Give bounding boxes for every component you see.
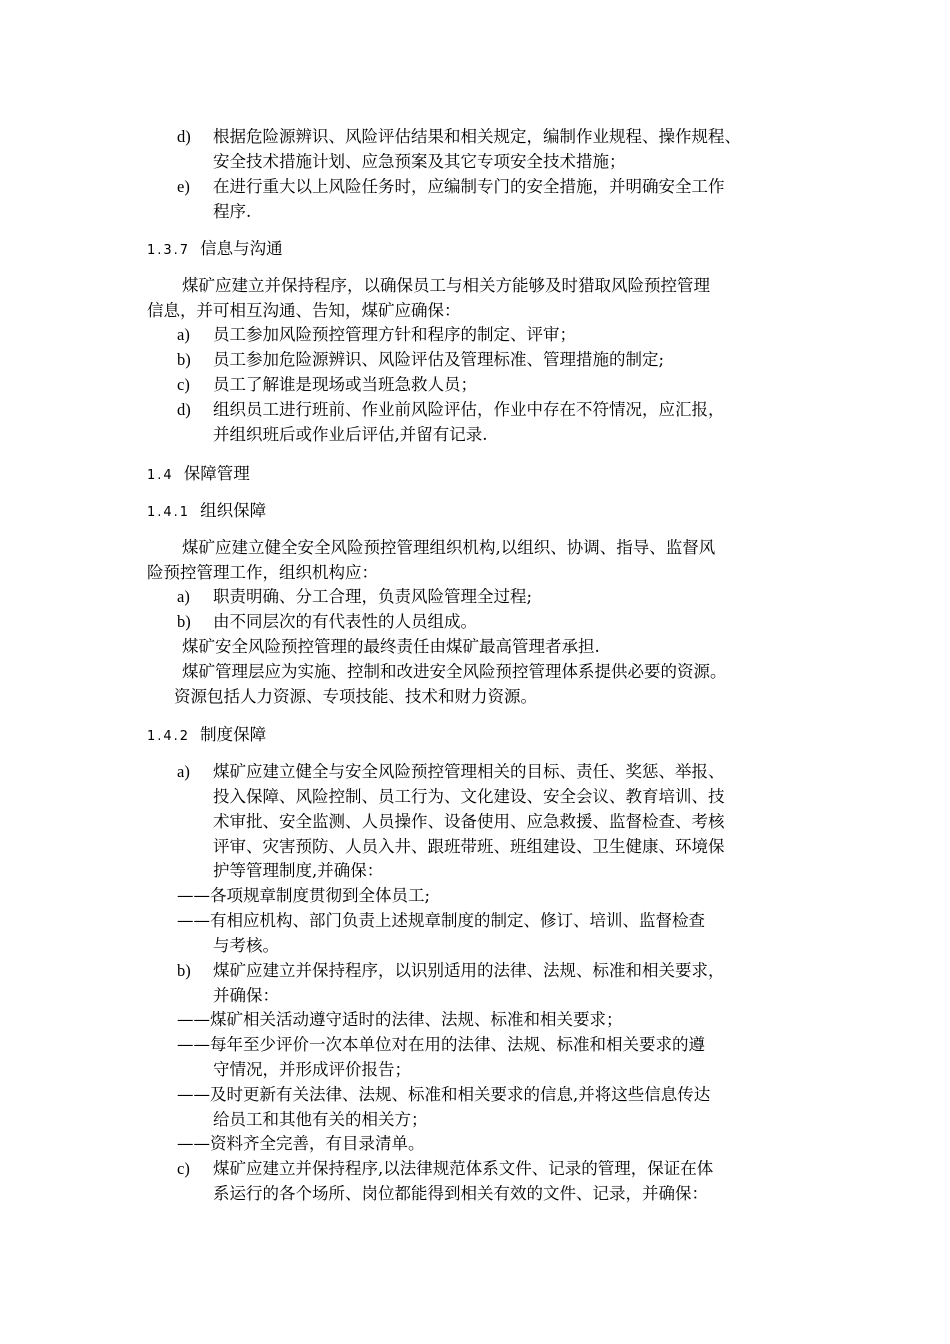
- list-item: [177, 760, 725, 784]
- dash-item-continuation: 守情况，并形成评价报告；: [213, 1060, 411, 1079]
- list-item-continuation: 评审、灾害预防、人员入井、跟班带班、班组建设、卫生健康、环境保: [213, 837, 725, 856]
- section-title: 信息与沟通: [200, 239, 283, 258]
- list-item: [177, 959, 725, 983]
- paragraph-line: 煤矿管理层应为实施、控制和改进安全风险预控管理体系提供必要的资源。: [182, 662, 727, 681]
- dash-item: ——各项规章制度贯彻到全体员工;: [177, 886, 431, 905]
- list-item-continuation: 并确保：: [213, 986, 279, 1005]
- list-item: [177, 1157, 713, 1181]
- list-item-text: 员工参加危险源辨识、风险评估及管理标准、管理措施的制定;: [213, 350, 665, 369]
- list-item: [177, 585, 532, 609]
- list-marker: b): [177, 961, 191, 980]
- list-marker: d): [177, 400, 191, 419]
- list-marker: c): [177, 375, 190, 394]
- list-item-continuation: 并组织班后或作业后评估,并留有记录.: [213, 425, 488, 444]
- list-item-text: 员工参加风险预控管理方针和程序的制定、评审；: [213, 325, 576, 344]
- dash-item: ——及时更新有关法律、法规、标准和相关要求的信息,并将这些信息传达: [177, 1085, 711, 1104]
- list-marker: a): [177, 762, 190, 781]
- section-title: 制度保障: [200, 725, 267, 744]
- list-item-text: 职责明确、分工合理，负责风险管理全过程;: [213, 587, 533, 606]
- list-item-text: 煤矿应建立健全与安全风险预控管理相关的目标、责任、奖惩、举报、: [213, 762, 725, 781]
- list-item-continuation: 系运行的各个场所、岗位都能得到相关有效的文件、记录，并确保：: [213, 1184, 708, 1203]
- section-number: 1.4.2: [147, 729, 191, 744]
- list-item: [177, 323, 576, 347]
- list-item-continuation: 投入保障、风险控制、员工行为、文化建设、安全会议、教育培训、技: [213, 787, 725, 806]
- paragraph-line: 煤矿应建立健全安全风险预控管理组织机构,以组织、协调、指导、监督风: [182, 538, 716, 557]
- section-heading: [147, 499, 266, 525]
- list-item-text: 由不同层次的有代表性的人员组成。: [213, 612, 477, 631]
- dash-item: ——有相应机构、部门负责上述规章制度的制定、修订、培训、监督检查: [177, 911, 705, 930]
- list-item-continuation: 护等管理制度,并确保：: [213, 861, 384, 880]
- section-number: 1.3.7: [147, 243, 191, 258]
- paragraph-line: 信息，并可相互沟通、告知，煤矿应确保：: [147, 301, 461, 320]
- list-marker: b): [177, 350, 191, 369]
- list-item-continuation: 安全技术措施计划、应急预案及其它专项安全技术措施；: [213, 152, 626, 171]
- dash-item: ——资料齐全完善，有目录清单。: [177, 1134, 425, 1153]
- dash-item-continuation: 与考核。: [213, 936, 279, 955]
- section-heading: [147, 237, 283, 263]
- list-item-text: 煤矿应建立并保持程序，以识别适用的法律、法规、标准和相关要求，: [213, 961, 725, 980]
- list-marker: b): [177, 612, 191, 631]
- paragraph-line: 煤矿安全风险预控管理的最终责任由煤矿最高管理者承担.: [182, 637, 600, 656]
- list-item: [177, 125, 741, 149]
- list-item-text: 根据危险源辨识、风险评估结果和相关规定，编制作业规程、操作规程、: [213, 127, 741, 146]
- dash-item: ——煤矿相关活动遵守适时的法律、法规、标准和相关要求；: [177, 1010, 623, 1029]
- paragraph-line: 煤矿应建立并保持程序，以确保员工与相关方能够及时猎取风险预控管理: [182, 276, 710, 295]
- section-number: 1.4: [147, 468, 174, 483]
- paragraph-line: 资源包括人力资源、专项技能、技术和财力资源。: [174, 687, 537, 706]
- list-marker: d): [177, 127, 191, 146]
- section-heading: [147, 723, 266, 749]
- list-marker: e): [177, 177, 190, 196]
- section-heading: [147, 462, 250, 488]
- list-item: [177, 348, 664, 372]
- dash-item: ——每年至少评价一次本单位对在用的法律、法规、标准和相关要求的遵: [177, 1035, 705, 1054]
- list-item-text: 在进行重大以上风险任务时，应编制专门的安全措施，并明确安全工作: [213, 177, 725, 196]
- section-number: 1.4.1: [147, 505, 191, 520]
- list-marker: a): [177, 587, 190, 606]
- list-item-text: 组织员工进行班前、作业前风险评估，作业中存在不符情况，应汇报，: [213, 400, 725, 419]
- list-item-text: 煤矿应建立并保持程序,以法律规范体系文件、记录的管理，保证在体: [213, 1159, 714, 1178]
- list-item: [177, 175, 725, 199]
- section-title: 保障管理: [183, 464, 250, 483]
- list-marker: a): [177, 325, 190, 344]
- list-item-continuation: 术审批、安全监测、人员操作、设备使用、应急救援、监督检查、考核: [213, 812, 725, 831]
- list-item: [177, 373, 477, 397]
- list-marker: c): [177, 1159, 190, 1178]
- list-item: [177, 610, 477, 634]
- dash-item-continuation: 给员工和其他有关的相关方；: [213, 1110, 428, 1129]
- section-title: 组织保障: [200, 501, 267, 520]
- list-item: [177, 398, 725, 422]
- list-item-text: 员工了解谁是现场或当班急救人员；: [213, 375, 477, 394]
- list-item-continuation: 程序.: [213, 202, 252, 221]
- paragraph-line: 险预控管理工作，组织机构应：: [147, 563, 378, 582]
